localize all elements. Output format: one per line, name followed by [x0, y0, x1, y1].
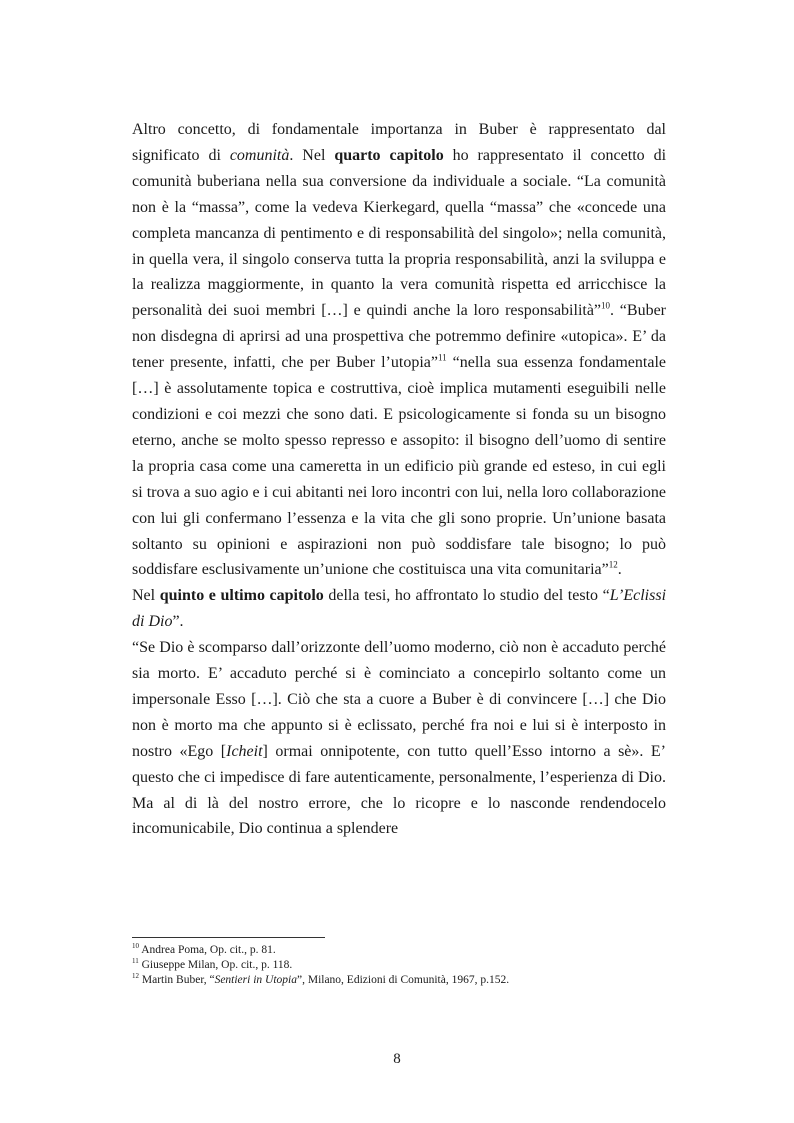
text-run: quarto capitolo: [334, 146, 444, 164]
text-run: . “Buber non disdegna di aprirsi ad una prospettiva che potremmo definire «utopica». E’ da tener presente, infatti, che per Buber l’utopia”: [132, 302, 667, 372]
paragraph-eclissi-quote: [132, 635, 666, 842]
text-run: .: [617, 561, 622, 579]
footnotes: [132, 943, 666, 987]
text-run: ”.: [172, 613, 184, 631]
text-run: Martin Buber, “: [139, 973, 215, 986]
text-run: Andrea Poma, Op. cit., p. 81.: [139, 944, 276, 956]
text-run: comunità: [229, 146, 290, 164]
body-text: [132, 117, 666, 842]
footnote-ref: 10: [601, 301, 611, 312]
text-run: ”, Milano, Edizioni di Comunità, 1967, p.152.: [296, 973, 510, 986]
text-run: ho rappresentato il concetto di comunità buberiana nella sua conversione da individuale a sociale. “La comunità non è la “massa”, come la vedeva Kierkegard, quella “massa” che «concede una completa mancanza di pentimento e di responsabilità del singolo»; nella comunità, in quella vera, il singolo conserva tutta la propria responsabilità, anzi la sviluppa e la realizza maggiormente, in quanto la vera comunità rispetta ed arricchisce la personalità dei suoi membri […] e quindi anche la loro responsabilità”: [132, 146, 667, 320]
footnote-10: [132, 943, 666, 958]
text-run: “Se Dio è scomparso dall’orizzonte dell’uomo moderno, ciò non è accaduto perché sia morto. E’ accaduto perché si è cominciato a concepirlo soltanto come un impersonale Esso […]. Ciò che sta a cuore a Buber è di convincere […] che Dio non è morto ma che appunto si è eclissato, perché fra noi e lui si è interposto in nostro «Ego [: [132, 639, 666, 760]
text-run: Giuseppe Milan, Op. cit., p. 118.: [138, 958, 293, 971]
text-run: Sentieri in Utopia: [214, 973, 297, 986]
footnote-12: [132, 973, 666, 988]
footnote-ref: 12: [132, 971, 139, 980]
text-run: . Nel: [289, 146, 335, 164]
text-run: Icheit: [226, 742, 263, 760]
footnote-11: [132, 958, 666, 973]
page-number: 8: [393, 1051, 401, 1067]
text-run: Altro concetto, di fondamentale importanza in Buber è rappresentato dal significato di: [132, 121, 666, 164]
footnote-ref: 11: [437, 352, 447, 363]
text-run: “nella sua essenza fondamentale […] è assolutamente topica e costruttiva, cioè implica mutamenti eseguibili nelle condizioni e coi mezzi che sono dati. E psicologicamente si fonda su un bisogno eterno, anche se molto spesso represso e assopito: il bisogno dell’uomo di sentire la propria casa come una cameretta in un edificio più grande ed esteso, in cui egli si trova a suo agio e i cui abitanti nei loro incontri con lui, nella loro collaborazione con lui gli confermano l’essenza e la vita che gli sono proprie. Un’unione basata soltanto su opinioni e aspirazioni non può soddisfare tale bisogno; lo può soddisfare esclusivamente un’unione che costituisca una vita comunitaria”: [132, 354, 667, 579]
text-run: della tesi, ho affrontato lo studio del testo “: [323, 587, 610, 605]
text-run: Nel: [132, 587, 160, 605]
footnote-ref: 12: [608, 560, 618, 571]
footnote-ref: 10: [132, 942, 139, 951]
footnote-ref: 11: [132, 956, 139, 965]
text-run: quinto e ultimo capitolo: [159, 587, 324, 605]
paragraph-quarto-capitolo: [132, 117, 666, 583]
text-run: ] ormai onnipotente, con tutto quell’Esso intorno a sè». E’ questo che ci impedisce di fare autenticamente, personalmente, l’esperienza di Dio. Ma al di là del nostro errore, che lo ricopre e lo nasconde rendendocelo incomunicabile, Dio continua a splendere: [132, 742, 667, 838]
paragraph-quinto-capitolo: [132, 583, 666, 635]
text-run: L’Eclissi di Dio: [132, 587, 667, 631]
footnote-separator: [132, 937, 325, 938]
